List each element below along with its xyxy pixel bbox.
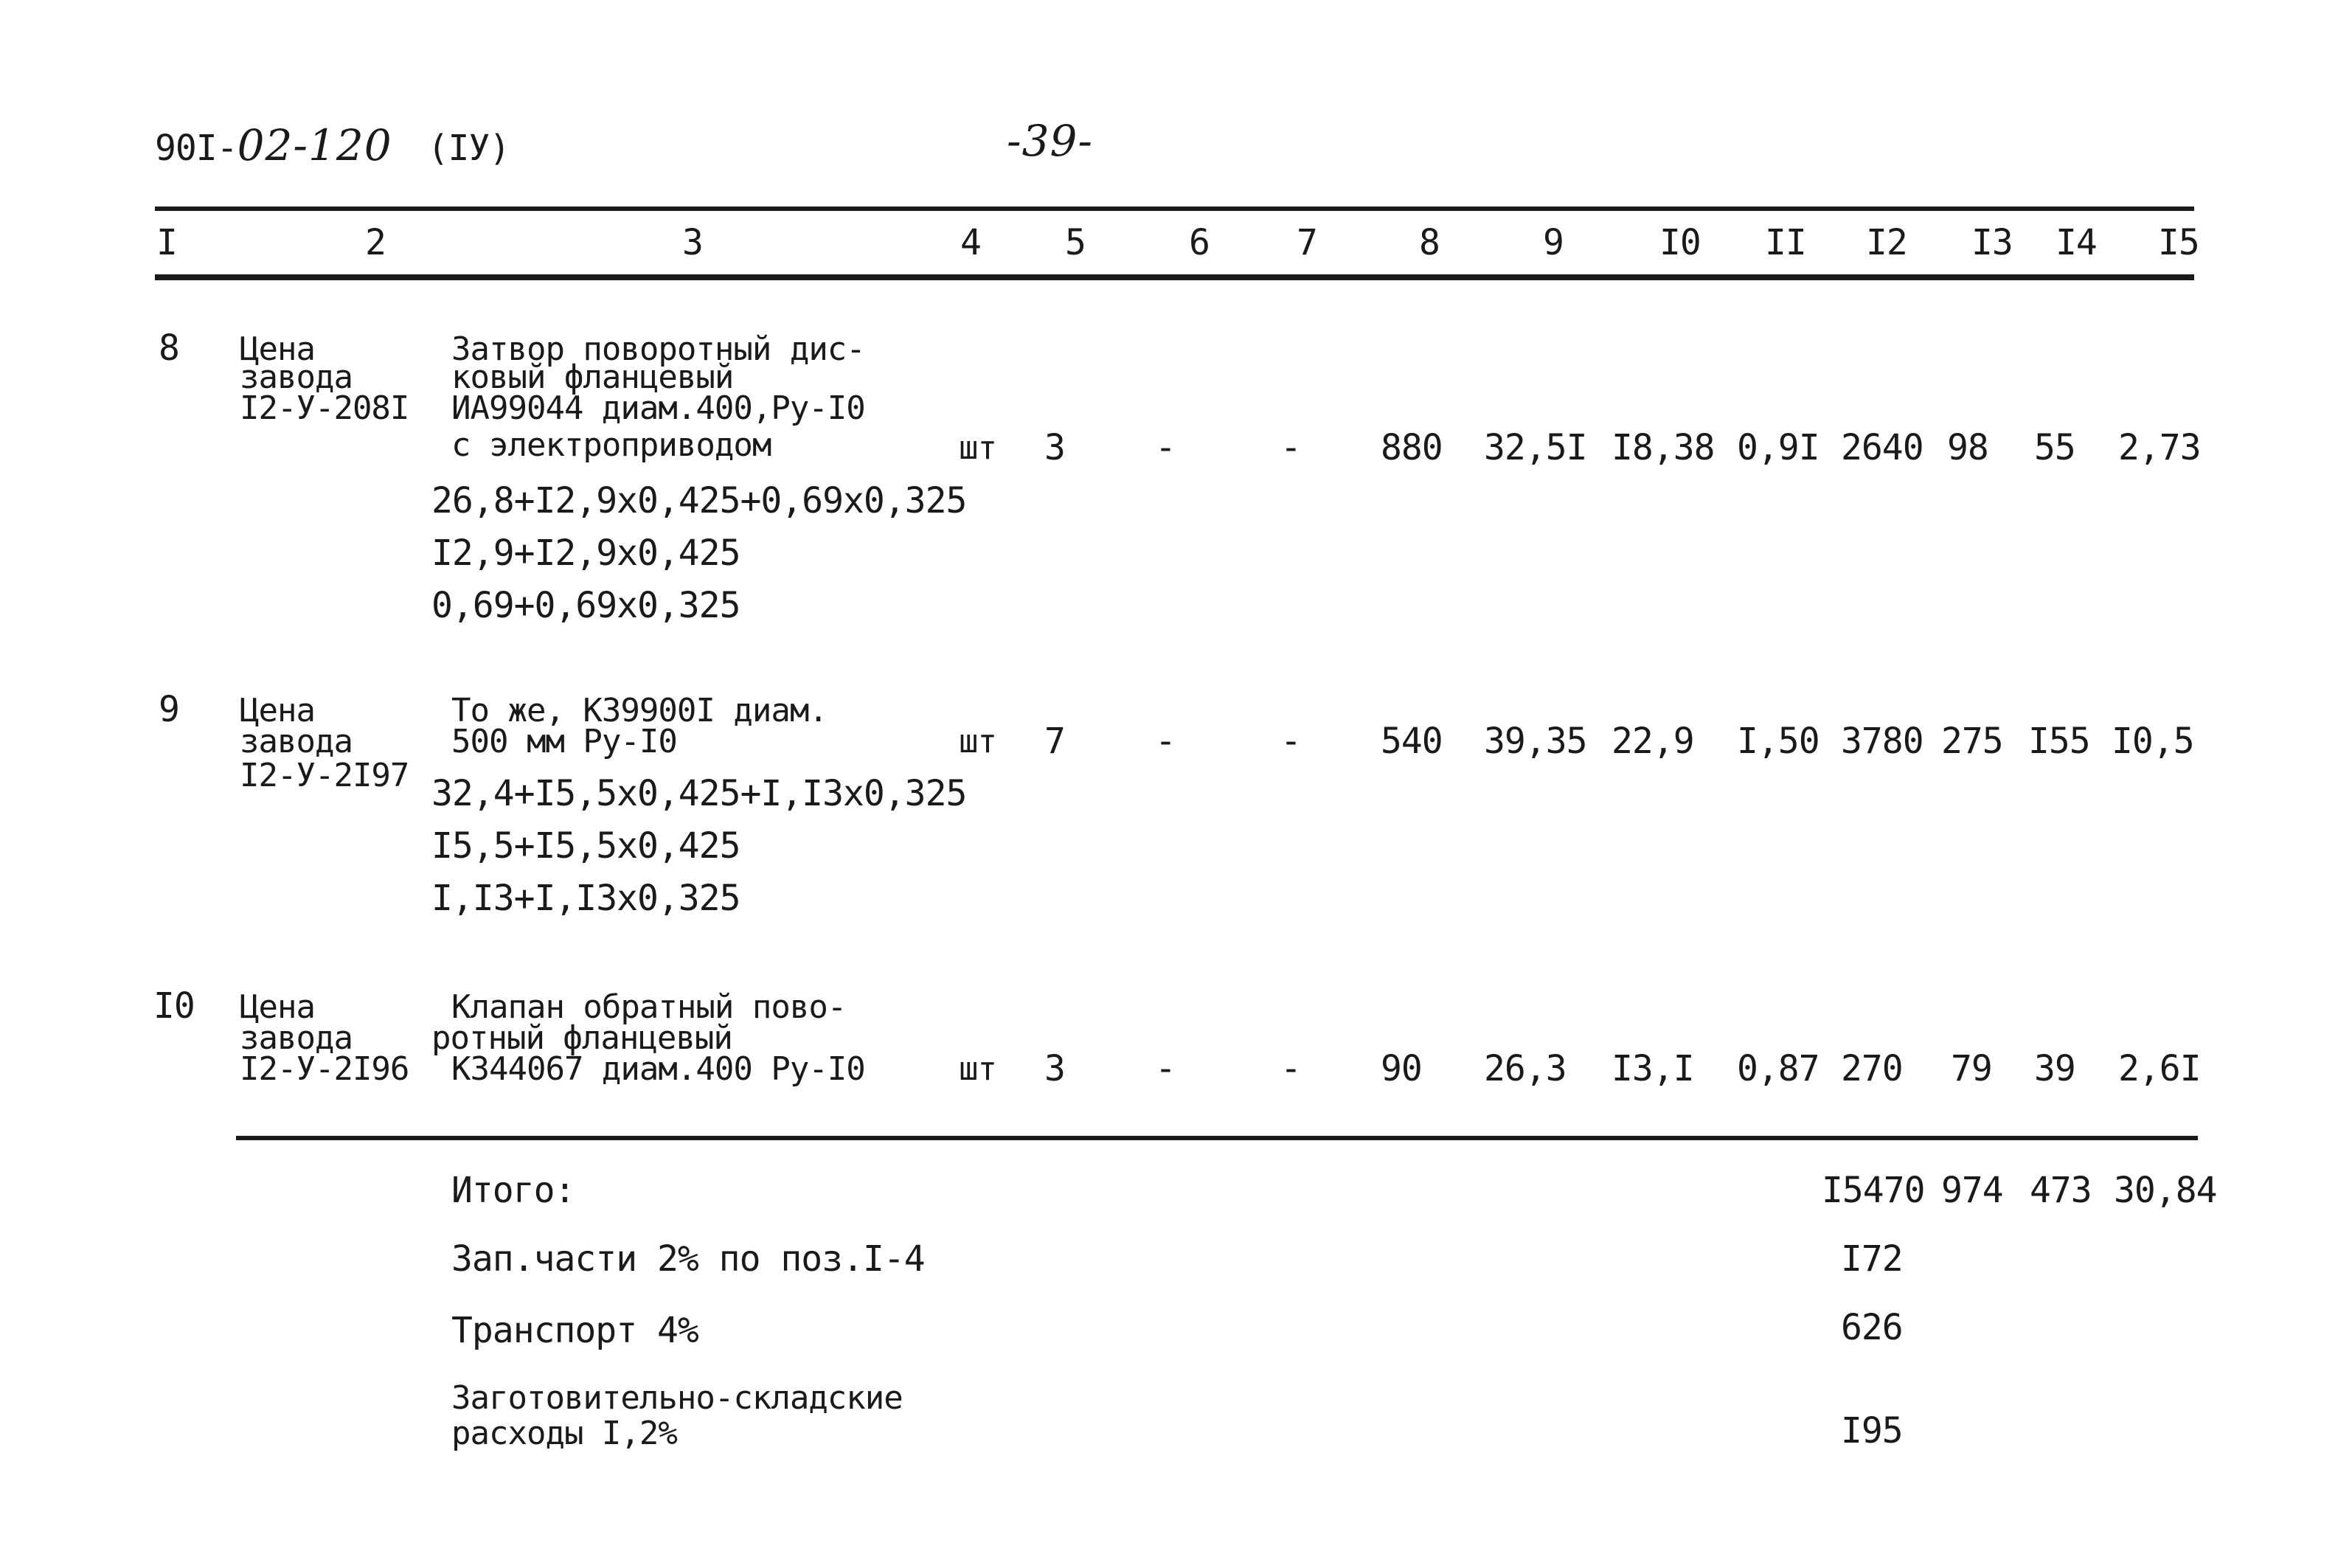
row-qty: 3 bbox=[1044, 427, 1065, 468]
row-name-line: с электроприводом bbox=[451, 426, 771, 464]
row-col11: 0,9I bbox=[1737, 427, 1819, 468]
row-col10: I8,38 bbox=[1612, 427, 1715, 468]
row-unit: шт bbox=[959, 1050, 996, 1088]
row-source-line: I2-У-2I96 bbox=[240, 1050, 409, 1088]
column-header-13: I3 bbox=[1971, 222, 2013, 263]
page-number: -39- bbox=[1007, 116, 1093, 166]
row-col15: 2,73 bbox=[2118, 427, 2201, 468]
row-col13: 275 bbox=[1941, 721, 2003, 762]
row-col12: 2640 bbox=[1841, 427, 1923, 468]
row-col15: 2,6I bbox=[2118, 1048, 2201, 1089]
row-name-line: К344067 диам.400 Ру-I0 bbox=[451, 1050, 865, 1088]
row-col8: 540 bbox=[1381, 721, 1443, 762]
row-col10: I3,I bbox=[1612, 1048, 1694, 1089]
column-header-2: 2 bbox=[365, 222, 386, 263]
totals-rule bbox=[236, 1136, 2198, 1140]
row-calc-line: 32,4+I5,5x0,425+I,I3x0,325 bbox=[431, 773, 967, 814]
row-unit: шт bbox=[959, 723, 996, 760]
spares-value: I72 bbox=[1841, 1238, 1903, 1280]
row-name-line: ИА99044 диам.400,Ру-I0 bbox=[451, 389, 865, 427]
row-col14: 39 bbox=[2034, 1048, 2075, 1089]
row-source-line: I2-У-208I bbox=[240, 389, 409, 427]
total-col14: 473 bbox=[2030, 1170, 2092, 1211]
row-col9: 39,35 bbox=[1484, 721, 1587, 762]
row-col9: 26,3 bbox=[1484, 1048, 1567, 1089]
row-col6: - bbox=[1155, 721, 1176, 762]
row-calc-line: 0,69+0,69x0,325 bbox=[431, 585, 740, 626]
document-code-handwritten: 02-120 bbox=[237, 120, 392, 170]
document-code bbox=[155, 120, 510, 170]
row-name-line: Клапан обратный пово- bbox=[451, 988, 847, 1026]
row-col14: I55 bbox=[2028, 721, 2090, 762]
column-header-1: I bbox=[156, 222, 177, 263]
total-col15: 30,84 bbox=[2114, 1170, 2217, 1211]
row-col7: - bbox=[1280, 1048, 1301, 1089]
row-col12: 270 bbox=[1841, 1048, 1903, 1089]
column-header-4: 4 bbox=[960, 222, 981, 263]
row-name-line: ковый фланцевый bbox=[451, 358, 734, 396]
row-col14: 55 bbox=[2034, 427, 2075, 468]
column-header-3: 3 bbox=[682, 222, 703, 263]
row-source-line: завода bbox=[240, 358, 353, 396]
row-col11: I,50 bbox=[1737, 721, 1819, 762]
row-source-line: I2-У-2I97 bbox=[240, 757, 409, 794]
row-source-line: завода bbox=[240, 1019, 353, 1057]
column-header-8: 8 bbox=[1419, 222, 1440, 263]
spares-label: Зап.части 2% по поз.I-4 bbox=[451, 1238, 925, 1280]
row-name-line: ротный фланцевый bbox=[431, 1019, 732, 1057]
column-header-11: II bbox=[1765, 222, 1806, 263]
row-calc-line: 26,8+I2,9x0,425+0,69x0,325 bbox=[431, 480, 967, 521]
row-col13: 98 bbox=[1947, 427, 1988, 468]
row-unit: шт bbox=[959, 429, 996, 467]
total-col13: 974 bbox=[1941, 1170, 2003, 1211]
row-name-line: 500 мм Ру-I0 bbox=[451, 723, 677, 760]
column-header-9: 9 bbox=[1543, 222, 1564, 263]
header-rule-bottom bbox=[155, 274, 2194, 280]
total-label: Итого: bbox=[451, 1170, 575, 1211]
total-col12: I5470 bbox=[1822, 1170, 1925, 1211]
row-name-line: То же, К39900I диам. bbox=[451, 692, 828, 729]
row-qty: 3 bbox=[1044, 1048, 1065, 1089]
row-source-line: Цена bbox=[240, 988, 315, 1026]
column-header-5: 5 bbox=[1065, 222, 1086, 263]
header-rule-top bbox=[155, 207, 2194, 211]
column-header-14: I4 bbox=[2056, 222, 2097, 263]
document-code-prefix: 90I- bbox=[155, 128, 237, 169]
row-col6: - bbox=[1155, 427, 1176, 468]
row-position: 9 bbox=[159, 689, 179, 730]
row-col8: 880 bbox=[1381, 427, 1443, 468]
row-col7: - bbox=[1280, 721, 1301, 762]
row-calc-line: I5,5+I5,5x0,425 bbox=[431, 825, 740, 867]
row-qty: 7 bbox=[1044, 721, 1065, 762]
row-name-line: Затвор поворотный дис- bbox=[451, 330, 865, 368]
row-source-line: Цена bbox=[240, 330, 315, 368]
row-col11: 0,87 bbox=[1737, 1048, 1819, 1089]
procurement-label-line: расходы I,2% bbox=[451, 1415, 677, 1452]
column-header-10: I0 bbox=[1659, 222, 1701, 263]
column-header-15: I5 bbox=[2158, 222, 2199, 263]
row-calc-line: I,I3+I,I3x0,325 bbox=[431, 878, 740, 919]
procurement-value: I95 bbox=[1841, 1410, 1903, 1451]
row-col10: 22,9 bbox=[1612, 721, 1694, 762]
row-col8: 90 bbox=[1381, 1048, 1422, 1089]
row-position: I0 bbox=[153, 985, 195, 1027]
column-header-7: 7 bbox=[1297, 222, 1317, 263]
document-code-suffix: (IУ) bbox=[427, 128, 510, 169]
procurement-label-line: Заготовительно-складские bbox=[451, 1379, 903, 1417]
column-header-12: I2 bbox=[1866, 222, 1907, 263]
row-col9: 32,5I bbox=[1484, 427, 1587, 468]
row-position: 8 bbox=[159, 327, 179, 369]
transport-value: 626 bbox=[1841, 1307, 1903, 1348]
row-col7: - bbox=[1280, 427, 1301, 468]
row-col13: 79 bbox=[1951, 1048, 1992, 1089]
transport-label: Транспорт 4% bbox=[451, 1310, 698, 1351]
row-source-line: Цена bbox=[240, 692, 315, 729]
row-col15: I0,5 bbox=[2112, 721, 2194, 762]
row-col6: - bbox=[1155, 1048, 1176, 1089]
row-calc-line: I2,9+I2,9x0,425 bbox=[431, 533, 740, 574]
row-col12: 3780 bbox=[1841, 721, 1923, 762]
column-header-6: 6 bbox=[1189, 222, 1210, 263]
row-source-line: завода bbox=[240, 723, 353, 760]
